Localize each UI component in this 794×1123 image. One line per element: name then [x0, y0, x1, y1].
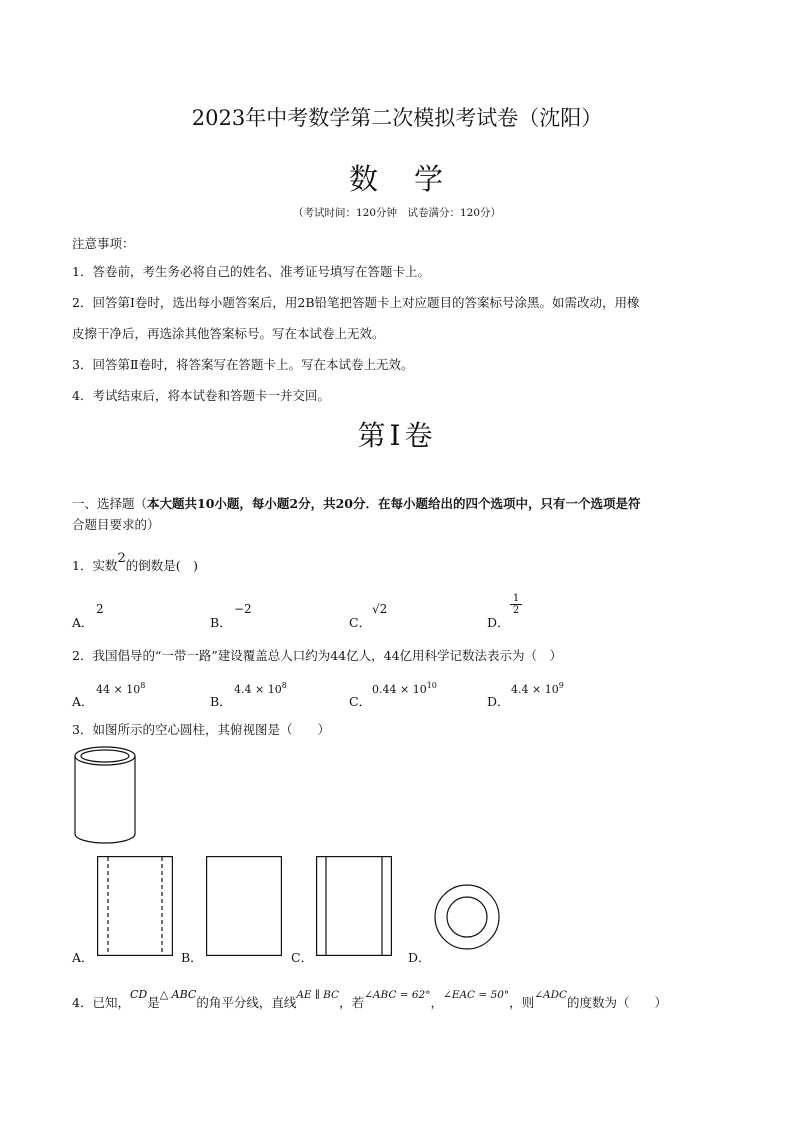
q1-option-d-fraction — [510, 593, 522, 616]
rect-outline — [317, 857, 392, 956]
section-lead: 一、选择题（ — [72, 496, 148, 511]
subject-char-2: 学 — [414, 162, 446, 196]
q4-text-5: ， — [430, 995, 444, 1010]
q2-option-b-label: B． — [210, 694, 232, 709]
q1-stem-number: 2 — [117, 551, 126, 566]
fraction-denominator: 2 — [512, 605, 520, 616]
notice-item-2: 2．回答第Ⅰ卷时，选出每小题答案后，用2B铅笔把答题卡上对应题目的答案标号涂黑。如需改动，用橡 — [72, 295, 640, 310]
notice-heading: 注意事项： — [72, 236, 135, 251]
q1-stem-a: 1．实数 — [72, 558, 118, 573]
q2-option-d-exponent: 9 — [558, 681, 564, 690]
hollow-cylinder-figure — [72, 744, 138, 846]
section-heading-cont: 合题目要求的） — [72, 517, 160, 532]
q3-option-a-label: A． — [72, 950, 94, 965]
q4-text-6: ，则 — [509, 995, 535, 1010]
q4-text-1: 4．已知， — [72, 995, 130, 1010]
q3-option-b-figure — [206, 856, 282, 956]
q4-text-4: ，若 — [339, 995, 365, 1010]
q2-stem: 2．我国倡导的“一带一路”建设覆盖总人口约为44亿人，44亿用科学记数法表示为（ ） — [72, 648, 563, 663]
q2-option-a-base: 44 × 10 — [96, 683, 141, 696]
q4-math-angle-eac: ∠EAC = 50° — [443, 989, 510, 1001]
q1-option-c-label: C． — [349, 615, 372, 630]
q4-math-angle-abc: ∠ABC = 62° — [364, 989, 431, 1001]
q1-stem — [72, 551, 198, 574]
notice-item-3: 3．回答第Ⅱ卷时，将答案写在答题卡上。写在本试卷上无效。 — [72, 357, 414, 372]
q3-option-d-label: D． — [408, 950, 431, 965]
subject-char-1: 数 — [348, 162, 380, 196]
q2-option-b-value — [234, 681, 287, 696]
q1-option-a-label: A． — [72, 615, 94, 630]
outer-circle — [435, 885, 499, 949]
q1-option-b-value: −2 — [234, 602, 252, 616]
volume-title: 第Ⅰ卷 — [357, 419, 437, 452]
q1-option-a-value: 2 — [96, 602, 104, 616]
q2-option-c-value — [372, 681, 437, 696]
section-bold-text: 本大题共10小题，每小题2分，共20分．在每小题给出的四个选项中，只有一个选项是符 — [147, 496, 641, 511]
notice-item-1: 1．答卷前，考生务必将自己的姓名、准考证号填写在答题卡上。 — [72, 264, 430, 279]
q3-option-c-figure — [316, 856, 392, 956]
q4-stem — [72, 988, 668, 1011]
q4-text-3: 的角平分线，直线 — [196, 995, 297, 1010]
rect-outline — [98, 857, 173, 956]
q2-option-a-value — [96, 681, 145, 696]
q2-option-a-label: A． — [72, 694, 94, 709]
section-heading — [72, 494, 641, 512]
exam-info: （考试时间：120分钟 试卷满分：120分） — [292, 207, 502, 219]
rect-outline — [207, 857, 282, 956]
q2-option-a-exponent: 8 — [140, 681, 146, 690]
cylinder-top-inner — [81, 750, 129, 762]
q4-math-parallel: AE ∥ BC — [296, 989, 340, 1001]
q4-text-2: 是 — [147, 995, 160, 1010]
q2-option-c-label: C． — [349, 694, 372, 709]
notice-item-4: 4．考试结束后，将本试卷和答题卡一并交回。 — [72, 388, 330, 403]
q1-option-c-value: √2 — [372, 602, 388, 616]
q4-math-triangle: △ ABC — [159, 988, 197, 1001]
q4-math-angle-adc: ∠ADC — [534, 989, 568, 1001]
q3-option-d-figure — [432, 882, 502, 952]
q1-option-b-label: B． — [210, 615, 232, 630]
q2-option-d-base: 4.4 × 10 — [511, 683, 559, 696]
q3-option-a-figure — [97, 856, 173, 956]
q2-option-b-exponent: 8 — [281, 681, 287, 690]
q2-option-c-base: 0.44 × 10 — [372, 683, 427, 696]
q2-option-b-base: 4.4 × 10 — [234, 683, 282, 696]
fraction-numerator: 1 — [512, 593, 520, 604]
q3-option-b-label: B． — [181, 950, 203, 965]
q3-option-c-label: C． — [291, 950, 314, 965]
inner-circle — [447, 897, 487, 937]
notice-item-2-cont: 皮擦干净后，再选涂其他答案标号。写在本试卷上无效。 — [72, 326, 385, 341]
q4-text-7: 的度数为（ ） — [567, 995, 668, 1010]
q1-stem-b: 的倒数是( ) — [125, 558, 198, 573]
q2-option-d-value — [511, 681, 564, 696]
cylinder-bottom-arc — [75, 834, 135, 843]
q4-math-cd: CD — [129, 988, 148, 1001]
q2-option-c-exponent: 10 — [426, 681, 437, 690]
q3-stem: 3．如图所示的空心圆柱，其俯视图是（ ） — [72, 722, 330, 737]
q1-option-d-label: D． — [487, 615, 510, 630]
exam-title: 2023年中考数学第二次模拟考试卷（沈阳） — [191, 106, 603, 130]
q2-option-d-label: D． — [487, 694, 510, 709]
subject-heading — [0, 157, 794, 198]
